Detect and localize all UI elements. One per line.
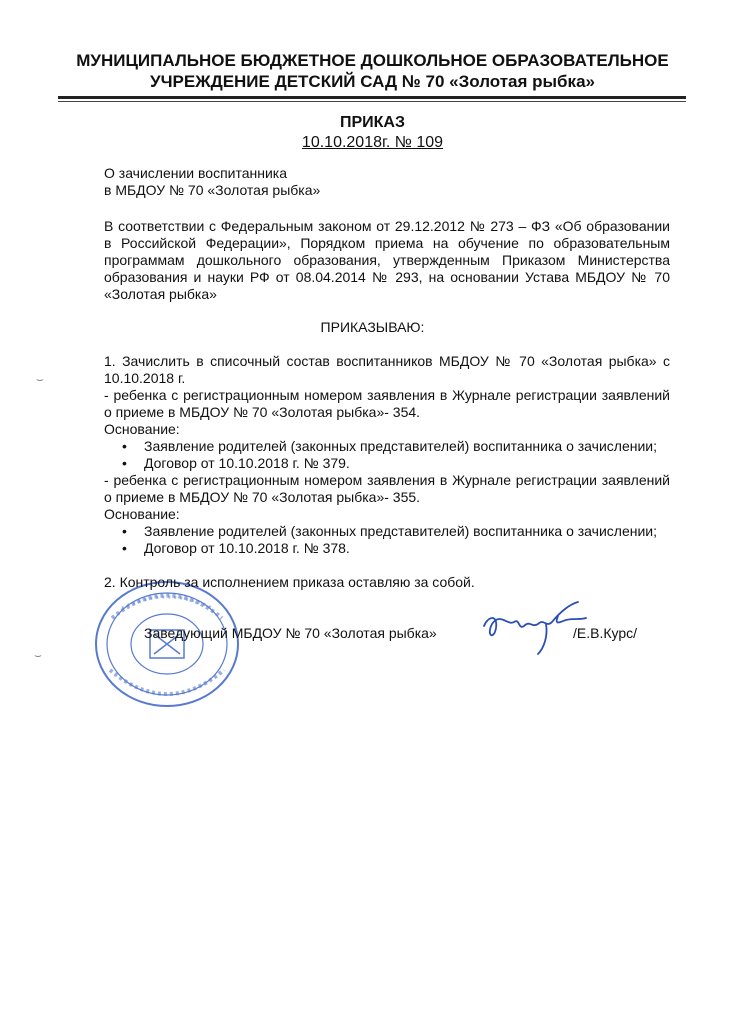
official-stamp bbox=[92, 578, 242, 710]
order-subject bbox=[104, 165, 320, 199]
order-word: ПРИКАЗЫВАЮ: bbox=[320, 319, 425, 335]
subject-line-2: в МБДОУ № 70 «Золотая рыбка» bbox=[104, 182, 321, 198]
basis-label-1: Основание: bbox=[104, 421, 180, 437]
basis-list-2-item: • Договор от 10.10.2018 г. № 378. bbox=[104, 540, 670, 557]
basis-label-2: Основание: bbox=[104, 506, 180, 522]
child-1-paragraph: - ребенка с регистрационным номером заявления в Журнале регистрации заявлений о приеме в МБДОУ № 70 «Золотая рыбка»- 354. bbox=[104, 387, 670, 420]
order-items bbox=[104, 353, 670, 557]
order-title: ПРИКАЗ bbox=[339, 114, 405, 131]
item-1: 1. Зачислить в списочный состав воспитанников МБДОУ № 70 «Золотая рыбка» с 10.10.2018 г. bbox=[104, 353, 670, 386]
basis-list-1 bbox=[104, 438, 670, 472]
header-line-2: УЧРЕЖДЕНИЕ ДЕТСКИЙ САД № 70 «Золотая рыбка» bbox=[150, 72, 595, 91]
basis-list-2 bbox=[104, 523, 670, 557]
order-date-number bbox=[0, 134, 745, 152]
legal-basis-paragraph: В соответствии с Федеральным законом от 29.12.2012 № 273 – ФЗ «Об образовании в Российской Федерации», Порядком приема на обучение по образовательным программам дошкольного образования, утвержденным Приказом Министерства образования и науки РФ от 08.04.2014 № 293, на основании Устава МБДОУ № 70 «Золотая рыбка» bbox=[104, 218, 670, 302]
header-rule-thick bbox=[58, 96, 686, 99]
child-2-paragraph: - ребенка с регистрационным номером заявления в Журнале регистрации заявлений о приеме в МБДОУ № 70 «Золотая рыбка»- 355. bbox=[104, 472, 670, 505]
order-date-number-text: 10.10.2018г. № 109 bbox=[301, 134, 444, 151]
header-line-1: МУНИЦИПАЛЬНОЕ БЮДЖЕТНОЕ ДОШКОЛЬНОЕ ОБРАЗОВАТЕЛЬНОЕ bbox=[76, 51, 669, 70]
item-2: 2. Контроль за исполнением приказа оставляю за собой. bbox=[104, 574, 475, 590]
signatory-position: Заведующий МБДОУ № 70 «Золотая рыбка» bbox=[144, 625, 437, 641]
basis-list-1-item: • Договор от 10.10.2018 г. № 379. bbox=[104, 455, 670, 472]
institution-header bbox=[40, 50, 705, 92]
subject-line-1: О зачислении воспитанника bbox=[104, 165, 288, 181]
basis-list-2-item: • Заявление родителей (законных представителей) воспитанника о зачислении; bbox=[104, 523, 670, 540]
scan-mark: ⌣ bbox=[36, 372, 44, 386]
signatory-name: /Е.В.Курс/ bbox=[573, 625, 638, 641]
scan-mark: ⌣ bbox=[34, 648, 42, 662]
basis-list-1-item: • Заявление родителей (законных представителей) воспитанника о зачислении; bbox=[104, 438, 670, 455]
header-rule-thin bbox=[58, 101, 686, 102]
